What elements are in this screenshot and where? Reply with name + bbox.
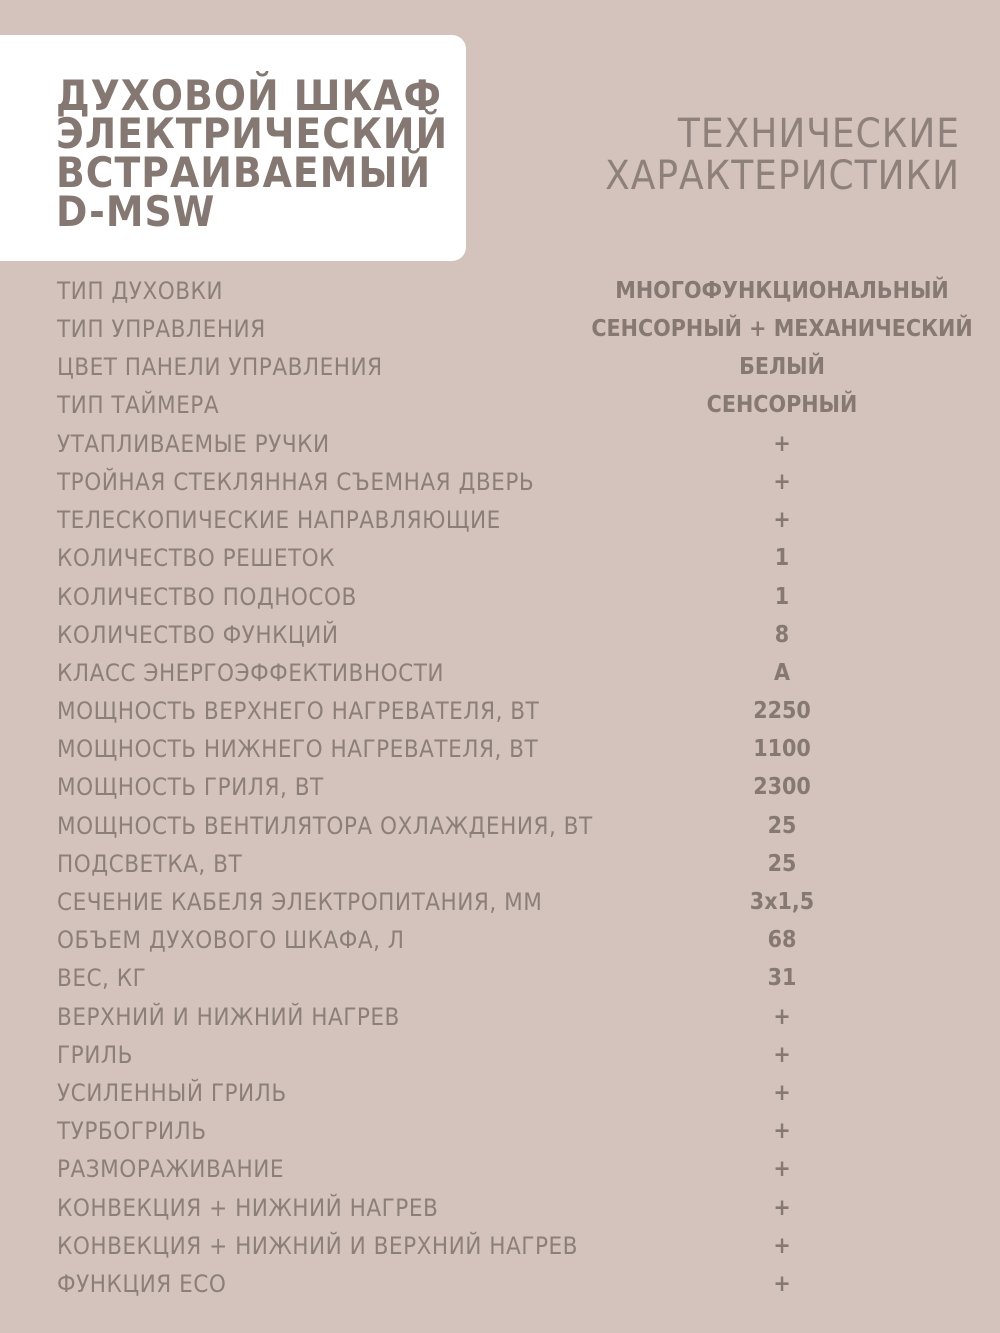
spec-label: ТУРБОГРИЛЬ (57, 1117, 207, 1145)
spec-label: ГРИЛЬ (57, 1041, 133, 1069)
spec-label: СЕЧЕНИЕ КАБЕЛЯ ЭЛЕКТРОПИТАНИЯ, ММ (57, 888, 543, 916)
spec-value: A (773, 660, 790, 686)
spec-row (0, 1112, 1000, 1150)
product-title-line-4: D-MSW (56, 187, 216, 236)
spec-label: ТИП ТАЙМЕРА (57, 391, 220, 419)
spec-row (0, 730, 1000, 768)
section-title-line-2: ХАРАКТЕРИСТИКИ (605, 153, 960, 199)
spec-value: + (773, 1156, 791, 1182)
spec-value: + (773, 1271, 791, 1297)
product-title-line-1: ДУХОВОЙ ШКАФ (56, 71, 443, 120)
product-title-line-2: ЭЛЕКТРИЧЕСКИЙ (56, 109, 449, 158)
spec-row (0, 425, 1000, 463)
spec-label: КОЛИЧЕСТВО РЕШЕТОК (57, 544, 335, 572)
spec-row (0, 578, 1000, 616)
spec-row (0, 616, 1000, 654)
spec-label: ЦВЕТ ПАНЕЛИ УПРАВЛЕНИЯ (57, 353, 383, 381)
spec-label: МОЩНОСТЬ ВЕРХНЕГО НАГРЕВАТЕЛЯ, ВТ (57, 697, 540, 725)
spec-value: + (773, 1042, 791, 1068)
spec-value: + (773, 431, 791, 457)
spec-label: ПОДСВЕТКА, ВТ (57, 850, 243, 878)
spec-label: МОЩНОСТЬ НИЖНЕГО НАГРЕВАТЕЛЯ, ВТ (57, 735, 539, 763)
spec-row (0, 1189, 1000, 1227)
spec-label: ОБЪЕМ ДУХОВОГО ШКАФА, Л (57, 926, 405, 954)
spec-row (0, 539, 1000, 577)
spec-label: КОЛИЧЕСТВО ПОДНОСОВ (57, 583, 357, 611)
spec-label: ТИП УПРАВЛЕНИЯ (57, 315, 266, 343)
spec-row (0, 1150, 1000, 1188)
spec-label: КОЛИЧЕСТВО ФУНКЦИЙ (57, 621, 339, 649)
spec-label: ВЕРХНИЙ И НИЖНИЙ НАГРЕВ (57, 1003, 400, 1031)
spec-value: 1 (774, 545, 790, 571)
spec-row (0, 1036, 1000, 1074)
spec-row (0, 998, 1000, 1036)
spec-label: МОЩНОСТЬ ВЕНТИЛЯТОРА ОХЛАЖДЕНИЯ, ВТ (57, 812, 593, 840)
spec-label: МОЩНОСТЬ ГРИЛЯ, ВТ (57, 773, 324, 801)
section-title-line-1: ТЕХНИЧЕСКИЕ (677, 111, 960, 157)
spec-value: + (773, 1004, 791, 1030)
spec-value: + (773, 1080, 791, 1106)
spec-value: СЕНСОРНЫЙ (706, 392, 858, 418)
spec-value: МНОГОФУНКЦИОНАЛЬНЫЙ (615, 278, 949, 304)
spec-value: + (773, 1195, 791, 1221)
spec-row (0, 1227, 1000, 1265)
spec-value: БЕЛЫЙ (739, 354, 825, 380)
product-title-line-3: ВСТРАИВАЕМЫЙ (56, 148, 432, 197)
spec-row (0, 692, 1000, 730)
spec-value: СЕНСОРНЫЙ + МЕХАНИЧЕСКИЙ (591, 316, 973, 342)
spec-row (0, 845, 1000, 883)
spec-value: 3х1,5 (749, 889, 815, 915)
spec-value: 1 (774, 584, 790, 610)
spec-value: + (773, 507, 791, 533)
spec-label: КЛАСС ЭНЕРГОЭФФЕКТИВНОСТИ (57, 659, 445, 687)
spec-label: ТЕЛЕСКОПИЧЕСКИЕ НАПРАВЛЯЮЩИЕ (57, 506, 501, 534)
spec-label: ТИП ДУХОВКИ (57, 277, 224, 305)
spec-value: 2300 (753, 774, 811, 800)
spec-value: 2250 (753, 698, 811, 724)
spec-row (0, 272, 1000, 310)
spec-value: 1100 (753, 736, 811, 762)
spec-value: + (773, 1233, 791, 1259)
spec-label: КОНВЕКЦИЯ + НИЖНИЙ И ВЕРХНИЙ НАГРЕВ (57, 1232, 578, 1260)
spec-row (0, 654, 1000, 692)
spec-value: 68 (767, 927, 797, 953)
spec-value: 25 (767, 851, 797, 877)
spec-label: ТРОЙНАЯ СТЕКЛЯННАЯ СЪЕМНАЯ ДВЕРЬ (57, 468, 535, 496)
spec-row (0, 768, 1000, 806)
spec-row (0, 807, 1000, 845)
spec-row (0, 310, 1000, 348)
spec-value: 8 (774, 622, 790, 648)
spec-value: 31 (767, 965, 797, 991)
spec-row (0, 348, 1000, 386)
spec-row (0, 386, 1000, 424)
spec-row (0, 463, 1000, 501)
spec-label: ФУНКЦИЯ ECO (57, 1270, 227, 1298)
spec-label: ВЕС, КГ (57, 964, 147, 992)
spec-value: + (773, 1118, 791, 1144)
spec-row (0, 883, 1000, 921)
spec-value: 25 (767, 813, 797, 839)
spec-value: + (773, 469, 791, 495)
spec-row (0, 921, 1000, 959)
spec-row (0, 1265, 1000, 1303)
spec-label: КОНВЕКЦИЯ + НИЖНИЙ НАГРЕВ (57, 1194, 439, 1222)
spec-label: УСИЛЕННЫЙ ГРИЛЬ (57, 1079, 287, 1107)
spec-row (0, 1074, 1000, 1112)
spec-row (0, 959, 1000, 997)
spec-row (0, 501, 1000, 539)
spec-label: РАЗМОРАЖИВАНИЕ (57, 1155, 285, 1183)
spec-label: УТАПЛИВАЕМЫЕ РУЧКИ (57, 430, 330, 458)
